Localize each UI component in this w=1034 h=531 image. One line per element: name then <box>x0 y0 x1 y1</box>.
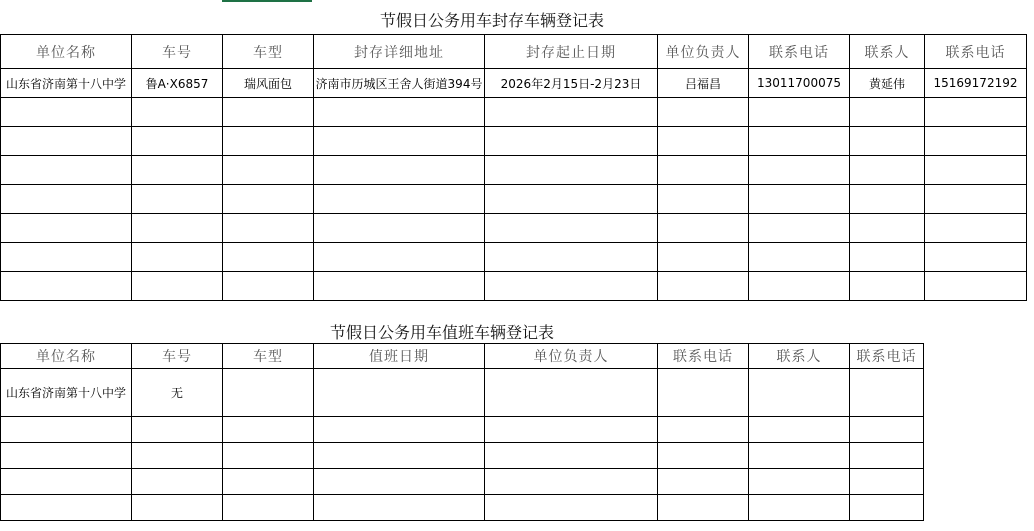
table-cell[interactable] <box>850 243 925 272</box>
table-cell[interactable] <box>850 369 924 417</box>
table-cell[interactable] <box>223 417 314 443</box>
table-cell[interactable] <box>850 185 925 214</box>
table-cell[interactable]: 黄延伟 <box>850 69 925 98</box>
table-cell[interactable] <box>850 469 924 495</box>
table-duty-vehicles <box>0 343 924 521</box>
table-cell[interactable] <box>658 127 749 156</box>
table-cell[interactable] <box>749 98 850 127</box>
table-cell[interactable] <box>658 272 749 301</box>
table-cell[interactable]: 山东省济南第十八中学 <box>1 69 132 98</box>
table-cell[interactable] <box>749 214 850 243</box>
column-header[interactable]: 联系电话 <box>749 35 850 69</box>
table-cell[interactable] <box>1 272 132 301</box>
table-cell[interactable] <box>1 185 132 214</box>
table-row <box>1 243 1027 272</box>
table-cell[interactable] <box>1 98 132 127</box>
table-cell[interactable] <box>1 214 132 243</box>
column-header[interactable]: 联系人 <box>749 344 850 369</box>
table-cell[interactable] <box>1 127 132 156</box>
table-cell[interactable] <box>658 369 749 417</box>
table-row <box>1 185 1027 214</box>
table-cell[interactable] <box>485 469 658 495</box>
table-cell[interactable] <box>485 214 658 243</box>
table-row <box>1 417 924 443</box>
table-cell[interactable] <box>658 469 749 495</box>
table-cell[interactable] <box>658 417 749 443</box>
table-cell[interactable] <box>314 469 485 495</box>
table-cell[interactable] <box>850 272 925 301</box>
table-cell[interactable] <box>485 417 658 443</box>
table-cell[interactable] <box>658 98 749 127</box>
table-cell[interactable] <box>132 214 223 243</box>
table-cell[interactable] <box>132 98 223 127</box>
table-cell[interactable] <box>925 243 1027 272</box>
table-cell[interactable] <box>925 272 1027 301</box>
table-cell[interactable] <box>1 417 132 443</box>
table-cell[interactable] <box>925 98 1027 127</box>
table-cell[interactable] <box>485 243 658 272</box>
table-cell[interactable] <box>314 369 485 417</box>
table-cell[interactable] <box>749 495 850 521</box>
table-cell[interactable] <box>485 443 658 469</box>
column-header[interactable]: 封存详细地址 <box>314 35 485 69</box>
table-cell[interactable]: 瑞风面包 <box>223 69 314 98</box>
table-cell[interactable] <box>132 495 223 521</box>
table-cell[interactable] <box>749 156 850 185</box>
table-cell[interactable] <box>132 469 223 495</box>
table-cell[interactable] <box>658 156 749 185</box>
column-header[interactable]: 联系电话 <box>658 344 749 369</box>
table-cell[interactable] <box>1 156 132 185</box>
table-cell[interactable]: 山东省济南第十八中学 <box>1 369 132 417</box>
table-cell[interactable] <box>749 417 850 443</box>
table-cell[interactable] <box>658 495 749 521</box>
table-cell[interactable] <box>223 127 314 156</box>
column-header[interactable]: 车型 <box>223 35 314 69</box>
table-row <box>1 127 1027 156</box>
table-cell[interactable] <box>749 127 850 156</box>
column-header[interactable]: 车号 <box>132 344 223 369</box>
table-cell[interactable] <box>132 185 223 214</box>
table-cell[interactable] <box>132 443 223 469</box>
table-cell[interactable]: 13011700075 <box>749 69 850 98</box>
table-cell[interactable] <box>223 243 314 272</box>
column-header[interactable]: 单位名称 <box>1 344 132 369</box>
table-cell[interactable] <box>658 243 749 272</box>
table-cell[interactable] <box>925 185 1027 214</box>
table-cell[interactable] <box>485 495 658 521</box>
table1-title: 节假日公务用车封存车辆登记表 <box>379 11 604 30</box>
table2-body <box>1 369 924 521</box>
table-cell[interactable] <box>925 156 1027 185</box>
table-row <box>1 214 1027 243</box>
table-cell[interactable] <box>749 243 850 272</box>
table-cell[interactable] <box>749 369 850 417</box>
table-row <box>1 98 1027 127</box>
table-cell[interactable]: 无 <box>132 369 223 417</box>
table-cell[interactable] <box>749 469 850 495</box>
table-cell[interactable] <box>314 243 485 272</box>
table-cell[interactable] <box>658 185 749 214</box>
table-cell[interactable] <box>749 185 850 214</box>
table-cell[interactable] <box>314 156 485 185</box>
selected-cell-indicator <box>222 0 312 2</box>
table-row <box>1 156 1027 185</box>
table-cell[interactable] <box>749 272 850 301</box>
table-cell[interactable] <box>314 98 485 127</box>
table-cell[interactable] <box>314 214 485 243</box>
table-cell[interactable] <box>223 98 314 127</box>
table2-title: 节假日公务用车值班车辆登记表 <box>329 323 554 342</box>
table-cell[interactable] <box>850 214 925 243</box>
table-row <box>1 369 924 417</box>
table-cell[interactable] <box>1 495 132 521</box>
table-cell[interactable] <box>223 469 314 495</box>
table-cell[interactable] <box>850 127 925 156</box>
table-cell[interactable] <box>223 185 314 214</box>
table-cell[interactable] <box>223 272 314 301</box>
table-cell[interactable] <box>223 214 314 243</box>
table-cell[interactable] <box>314 272 485 301</box>
table-cell[interactable] <box>485 272 658 301</box>
table-cell[interactable] <box>132 156 223 185</box>
table-cell[interactable]: 2026年2月15日-2月23日 <box>485 69 658 98</box>
column-header[interactable]: 车号 <box>132 35 223 69</box>
table-cell[interactable] <box>1 243 132 272</box>
table-cell[interactable] <box>925 214 1027 243</box>
table-cell[interactable] <box>850 495 924 521</box>
table-row <box>1 469 924 495</box>
table-cell[interactable] <box>749 443 850 469</box>
column-header[interactable]: 联系电话 <box>850 344 924 369</box>
table-cell[interactable] <box>850 98 925 127</box>
column-header[interactable]: 联系人 <box>850 35 925 69</box>
table-cell[interactable] <box>223 443 314 469</box>
table1-header-row <box>1 35 1027 69</box>
table-cell[interactable] <box>132 243 223 272</box>
table-cell[interactable] <box>314 127 485 156</box>
table-row <box>1 495 924 521</box>
table-cell[interactable]: 鲁A·X6857 <box>132 69 223 98</box>
table-cell[interactable] <box>132 272 223 301</box>
table-cell[interactable]: 15169172192 <box>925 69 1027 98</box>
table-cell[interactable] <box>658 443 749 469</box>
table-cell[interactable] <box>314 185 485 214</box>
column-header[interactable]: 单位负责人 <box>485 344 658 369</box>
table-cell[interactable] <box>485 127 658 156</box>
table-sealed-vehicles <box>0 34 1027 301</box>
table-cell[interactable] <box>1 469 132 495</box>
table-cell[interactable] <box>132 417 223 443</box>
column-header[interactable]: 单位名称 <box>1 35 132 69</box>
column-header[interactable]: 车型 <box>223 344 314 369</box>
table-cell[interactable] <box>132 127 223 156</box>
column-header[interactable]: 值班日期 <box>314 344 485 369</box>
table2-header-row <box>1 344 924 369</box>
table-row <box>1 443 924 469</box>
table-cell[interactable] <box>223 369 314 417</box>
table-cell[interactable]: 吕福昌 <box>658 69 749 98</box>
table-cell[interactable] <box>658 214 749 243</box>
table-cell[interactable] <box>485 98 658 127</box>
table-cell[interactable] <box>850 156 925 185</box>
column-header[interactable]: 封存起止日期 <box>485 35 658 69</box>
table-cell[interactable] <box>223 156 314 185</box>
table-cell[interactable] <box>850 443 924 469</box>
column-header[interactable]: 联系电话 <box>925 35 1027 69</box>
table-cell[interactable] <box>223 495 314 521</box>
table-cell[interactable] <box>485 369 658 417</box>
table-cell[interactable] <box>1 443 132 469</box>
table-cell[interactable] <box>925 127 1027 156</box>
table-cell[interactable] <box>485 185 658 214</box>
column-header[interactable]: 单位负责人 <box>658 35 749 69</box>
table1-body <box>1 69 1027 301</box>
table-cell[interactable] <box>314 417 485 443</box>
table-row <box>1 69 1027 98</box>
table-cell[interactable] <box>850 417 924 443</box>
table-cell[interactable] <box>314 443 485 469</box>
table-cell[interactable]: 济南市历城区王舍人街道394号 <box>314 69 485 98</box>
table-row <box>1 272 1027 301</box>
table-cell[interactable] <box>485 156 658 185</box>
table-cell[interactable] <box>314 495 485 521</box>
